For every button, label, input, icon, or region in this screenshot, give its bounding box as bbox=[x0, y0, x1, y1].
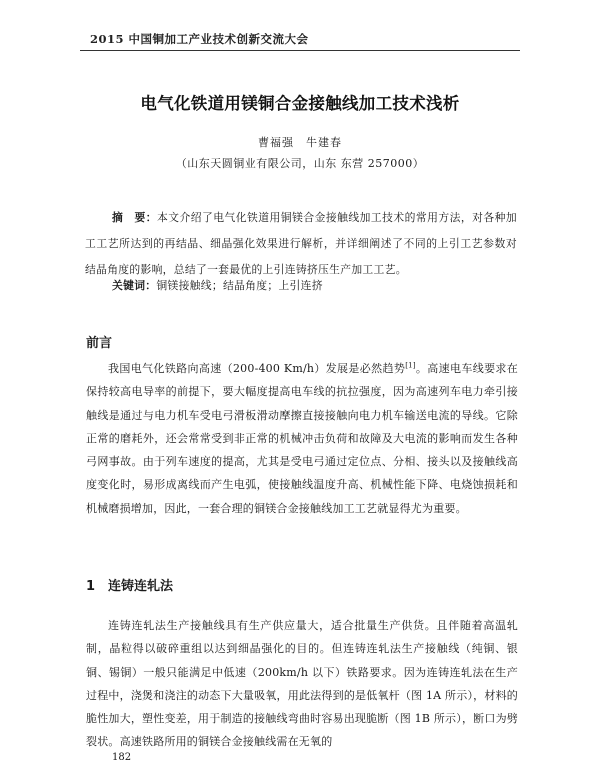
section-1-paragraph: 连铸连轧法生产接触线具有生产供应量大，适合批量生产供货。且伴随着高温轧制，晶粒得以破碎重组以达到细晶强化的目的。但连铸连轧法生产接触线（纯铜、银铜、锡铜）一般只能满足中低速（200km/h 以下）铁路要求。因为连铸连轧法在生产过程中，浇煲和浇注的动态下大量吸氧，用此法得到的是低氧杆（图 1A 所示），材料的脆性加大，塑性变差，用于制造的接触线弯曲时容易出现脆断（图 1B 所示），断口为劈裂状。高速铁路所用的铜镁合金接触线需在无氧的 bbox=[86, 619, 518, 749]
running-header: 2015 中国铜加工产业技术创新交流大会 bbox=[90, 32, 309, 46]
preface-text-start: 我国电气化铁路向高速（200-400 Km/h）发展是必然趋势 bbox=[108, 362, 406, 375]
preface-paragraph bbox=[86, 357, 518, 520]
abstract-text: 本文介绍了电气化铁道用铜镁合金接触线加工技术的常用方法，对各种加工工艺所达到的再结晶、细晶强化效果进行解析，并详细阐述了不同的上引工艺参数对结晶角度的影响，总结了一套最优的上引连铸挤压生产加工工艺。 bbox=[85, 211, 517, 276]
header-rule bbox=[80, 50, 520, 51]
abstract-label: 摘 要： bbox=[112, 211, 158, 224]
authors: 曹福强 牛建春 bbox=[258, 136, 342, 149]
keywords-label: 关键词： bbox=[112, 279, 157, 292]
page-number: 182 bbox=[112, 752, 132, 763]
reference-marker: [1] bbox=[405, 361, 416, 370]
affiliation: （山东天圆铜业有限公司，山东 东营 257000） bbox=[175, 157, 425, 170]
keywords bbox=[112, 278, 323, 293]
preface-heading: 前言 bbox=[86, 336, 113, 351]
preface-text-rest: 。高速电车线要求在保持较高电导率的前提下，要大幅度提高电车线的抗拉强度，因为高速列车电力牵引接触线是通过与电力机车受电弓滑板滑动摩擦直接接触向电力机车输送电流的导线。它除正常的磨耗外，还会常常受到非正常的机械冲击负荷和故障及大电流的影响而发生各种弓网事故。由于列车速度的提高，尤其是受电弓通过定位点、分相、接头以及接触线高度变化时，易形成离线而产生电弧，使接触线温度升高、机械性能下降、电烧蚀损耗和机械磨损增加，因此，一套合理的铜镁合金接触线加工工艺就显得尤为重要。 bbox=[86, 362, 518, 515]
paper-title: 电气化铁道用镁铜合金接触线加工技术浅析 bbox=[140, 94, 460, 113]
keywords-text: 铜镁接触线；结晶角度；上引连挤 bbox=[156, 279, 323, 292]
section-1-heading: 1 连铸连轧法 bbox=[86, 579, 174, 594]
abstract bbox=[85, 205, 517, 283]
